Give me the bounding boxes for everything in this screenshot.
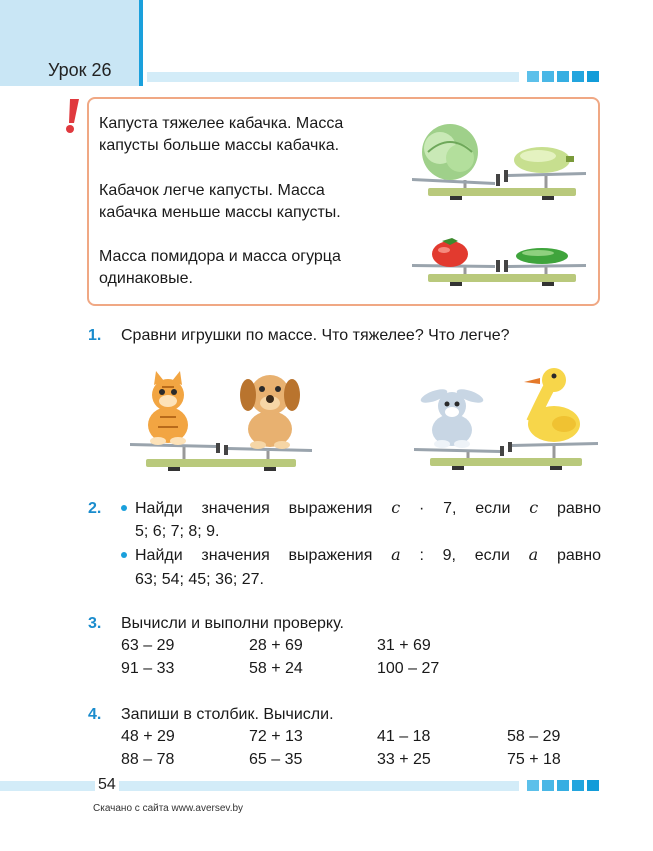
- info-line: Кабачок легче капусты. Масса: [99, 182, 325, 199]
- expression: 88 – 78: [121, 751, 175, 768]
- task-2-item-2-line-2: 63; 54; 45; 36; 27.: [135, 571, 264, 588]
- bottom-decor-band: [0, 781, 519, 791]
- exclamation-icon: [62, 97, 82, 135]
- info-line: Капуста тяжелее кабачка. Масса: [99, 115, 344, 132]
- task-2-item-2-op: : 9, если: [400, 547, 529, 564]
- task-2-number: 2.: [88, 500, 102, 517]
- info-paragraph-1: [99, 113, 343, 157]
- task-2-item-2-pre: Найди значения выражения: [135, 547, 392, 564]
- task-2-item-2-post: равно: [538, 547, 601, 564]
- task-3-text: Вычисли и выполни проверку.: [121, 615, 344, 632]
- variable-a: a: [391, 545, 401, 564]
- task-2-item-2-line-1: [135, 544, 601, 567]
- top-decor-squares: [527, 71, 603, 83]
- expression: 91 – 33: [121, 660, 175, 677]
- page-number: 54: [95, 776, 119, 794]
- info-line: кабачка меньше массы капусты.: [99, 204, 341, 221]
- expression: 65 – 35: [249, 751, 303, 768]
- task-4-text: Запиши в столбик. Вычисли.: [121, 706, 334, 723]
- source-note: Скачано с сайта www.aversev.by: [93, 803, 244, 814]
- expression: 41 – 18: [377, 728, 431, 745]
- bullet-icon: [121, 505, 127, 511]
- task-4-number: 4.: [88, 706, 102, 723]
- expression: 72 + 13: [249, 728, 303, 745]
- expression: 28 + 69: [249, 637, 303, 654]
- task-2-item-1-line-2: 5; 6; 7; 8; 9.: [135, 523, 220, 540]
- variable-c: c: [529, 498, 539, 517]
- variable-a: a: [528, 545, 539, 564]
- bottom-decor-squares: [527, 780, 603, 792]
- info-paragraph-2: [99, 180, 341, 224]
- expression: 58 – 29: [507, 728, 561, 745]
- task-1-number: 1.: [88, 327, 102, 344]
- lesson-title: Урок 26: [48, 60, 112, 80]
- expression: 63 – 29: [121, 637, 175, 654]
- scale-bunny-duck-illustration: [412, 362, 600, 474]
- task-2-item-1-line-1: [135, 497, 601, 520]
- info-line: капусты больше массы кабачка.: [99, 137, 340, 154]
- expression: 75 + 18: [507, 751, 561, 768]
- task-2-item-1-pre: Найди значения выражения: [135, 500, 392, 517]
- expression: 100 – 27: [377, 660, 440, 677]
- expression: 48 + 29: [121, 728, 175, 745]
- scale-tomato-cucumber-illustration: [410, 232, 590, 292]
- info-line: одинаковые.: [99, 270, 193, 287]
- expression: 31 + 69: [377, 637, 431, 654]
- task-3-number: 3.: [88, 615, 102, 632]
- task-2-item-1-op: · 7, если: [400, 500, 530, 517]
- expression: 58 + 24: [249, 660, 303, 677]
- scale-cabbage-zucchini-illustration: [410, 118, 590, 202]
- task-1-text: Сравни игрушки по массе. Что тяжелее? Что легче?: [121, 327, 510, 344]
- bullet-icon: [121, 552, 127, 558]
- info-paragraph-3: [99, 246, 341, 290]
- task-2-item-1-post: равно: [538, 500, 601, 517]
- scale-cat-dog-illustration: [128, 367, 314, 475]
- top-decor-band: [147, 72, 519, 82]
- variable-c: c: [391, 498, 401, 517]
- expression: 33 + 25: [377, 751, 431, 768]
- info-line: Масса помидора и масса огурца: [99, 248, 341, 265]
